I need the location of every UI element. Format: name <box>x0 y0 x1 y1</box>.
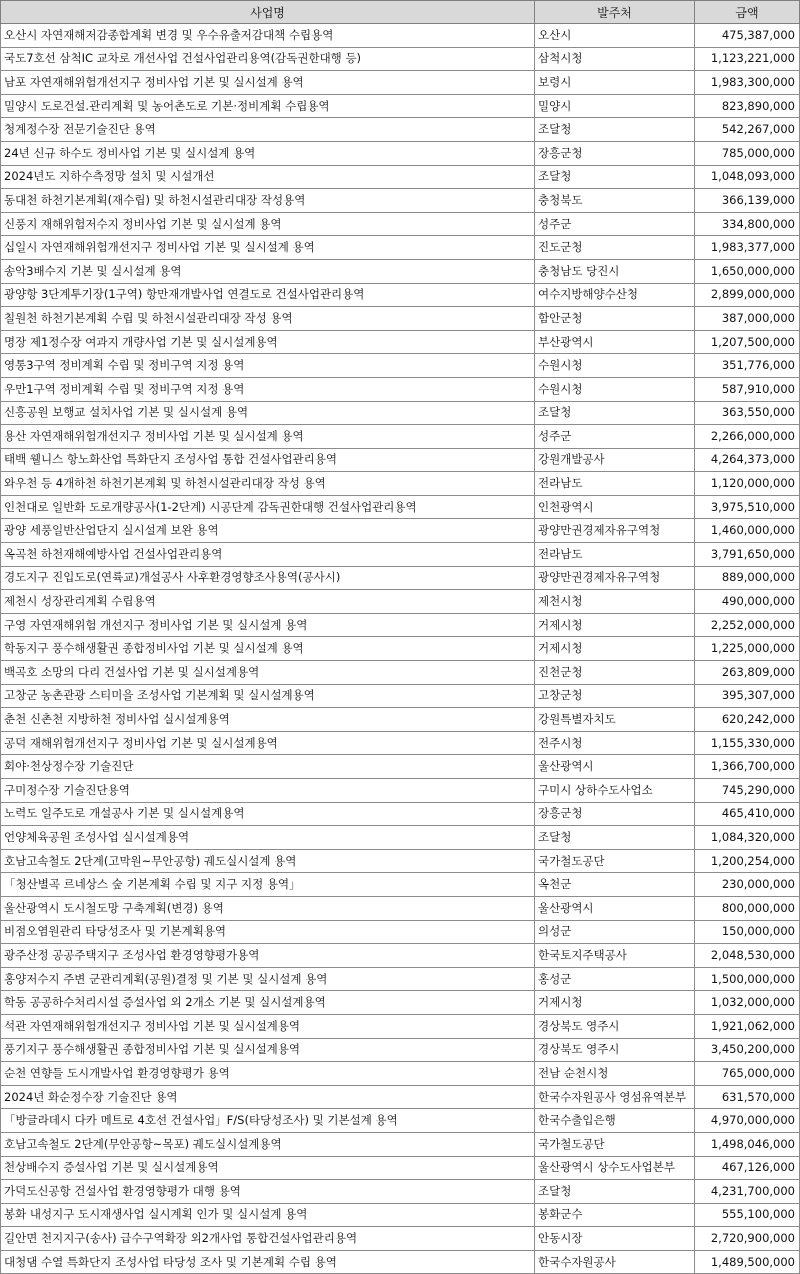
amount-cell: 1,200,254,000 <box>695 849 800 873</box>
amount-cell: 1,921,062,000 <box>695 1014 800 1038</box>
project-cell: 청계정수장 전문기술진단 용역 <box>1 118 535 142</box>
header-project: 사업명 <box>1 1 535 24</box>
client-cell: 강원특별자치도 <box>535 708 695 732</box>
table-row <box>1 991 800 1015</box>
amount-cell: 1,225,000,000 <box>695 637 800 661</box>
client-cell: 거제시청 <box>535 613 695 637</box>
amount-cell: 785,000,000 <box>695 141 800 165</box>
table-row <box>1 377 800 401</box>
project-cell: 석관 자연재해위험개선지구 정비사업 기본 및 실시설계용역 <box>1 1014 535 1038</box>
table-row <box>1 802 800 826</box>
client-cell: 한국수출입은행 <box>535 1109 695 1133</box>
table-row <box>1 1250 800 1274</box>
project-cell: 신풍지 재해위험저수지 정비사업 기본 및 실시설계 용역 <box>1 212 535 236</box>
table-row <box>1 873 800 897</box>
client-cell: 성주군 <box>535 425 695 449</box>
project-cell: 노력도 일주도로 개설공사 기본 및 실시설계용역 <box>1 802 535 826</box>
client-cell: 한국토지주택공사 <box>535 944 695 968</box>
client-cell: 경상북도 영주시 <box>535 1014 695 1038</box>
table-row <box>1 1180 800 1204</box>
client-cell: 함안군청 <box>535 307 695 331</box>
table-row <box>1 212 800 236</box>
project-cell: 2024년 화순정수장 기술진단 용역 <box>1 1085 535 1109</box>
project-cell: 와우천 등 4개하천 하천기본계획 및 하천시설관리대장 작성 용역 <box>1 472 535 496</box>
client-cell: 국가철도공단 <box>535 849 695 873</box>
project-cell: 공덕 재해위험개선지구 정비사업 기본 및 실시설계용역 <box>1 731 535 755</box>
amount-cell: 1,498,046,000 <box>695 1132 800 1156</box>
client-cell: 장흥군청 <box>535 802 695 826</box>
amount-cell: 2,048,530,000 <box>695 944 800 968</box>
amount-cell: 465,410,000 <box>695 802 800 826</box>
client-cell: 국가철도공단 <box>535 1132 695 1156</box>
table-row <box>1 1038 800 1062</box>
client-cell: 봉화군수 <box>535 1203 695 1227</box>
client-cell: 전남 순천시청 <box>535 1062 695 1086</box>
client-cell: 진천군청 <box>535 661 695 685</box>
table-row <box>1 425 800 449</box>
client-cell: 보령시 <box>535 71 695 95</box>
amount-cell: 366,139,000 <box>695 189 800 213</box>
amount-cell: 1,155,330,000 <box>695 731 800 755</box>
project-cell: 풍기지구 풍수해생활권 종합정비사업 기본 및 실시설계용역 <box>1 1038 535 1062</box>
table-row <box>1 1227 800 1251</box>
table-row <box>1 236 800 260</box>
project-cell: 봉화 내성지구 도시재생사업 실시계획 인가 및 실시설계 용역 <box>1 1203 535 1227</box>
table-row <box>1 283 800 307</box>
amount-cell: 475,387,000 <box>695 24 800 48</box>
table-row <box>1 944 800 968</box>
client-cell: 조달청 <box>535 165 695 189</box>
table-row <box>1 259 800 283</box>
client-cell: 밀양시 <box>535 94 695 118</box>
amount-cell: 1,650,000,000 <box>695 259 800 283</box>
project-cell: 영통3구역 정비계획 수립 및 정비구역 지정 용역 <box>1 354 535 378</box>
amount-cell: 3,975,510,000 <box>695 495 800 519</box>
client-cell: 홍성군 <box>535 967 695 991</box>
client-cell: 진도군청 <box>535 236 695 260</box>
amount-cell: 1,366,700,000 <box>695 755 800 779</box>
amount-cell: 542,267,000 <box>695 118 800 142</box>
table-row <box>1 543 800 567</box>
client-cell: 충청북도 <box>535 189 695 213</box>
client-cell: 조달청 <box>535 401 695 425</box>
client-cell: 안동시장 <box>535 1227 695 1251</box>
table-row <box>1 354 800 378</box>
project-cell: 칠원천 하천기본계획 수립 및 하천시설관리대장 작성 용역 <box>1 307 535 331</box>
project-cell: 광양항 3단계투기장(1구역) 항만재개발사업 연결도로 건설사업관리용역 <box>1 283 535 307</box>
amount-cell: 1,500,000,000 <box>695 967 800 991</box>
client-cell: 전라남도 <box>535 472 695 496</box>
amount-cell: 351,776,000 <box>695 354 800 378</box>
amount-cell: 765,000,000 <box>695 1062 800 1086</box>
amount-cell: 4,231,700,000 <box>695 1180 800 1204</box>
client-cell: 한국수자원공사 <box>535 1250 695 1274</box>
project-cell: 학동지구 풍수해생활권 종합정비사업 기본 및 실시설계 용역 <box>1 637 535 661</box>
table-row <box>1 47 800 71</box>
client-cell: 의성군 <box>535 920 695 944</box>
table-row <box>1 826 800 850</box>
project-cell: 회야·천상정수장 기술진단 <box>1 755 535 779</box>
client-cell: 강원개발공사 <box>535 448 695 472</box>
project-cell: 밀양시 도로건설.관리계획 및 농어촌도로 기본·정비계획 수립용역 <box>1 94 535 118</box>
amount-cell: 1,123,221,000 <box>695 47 800 71</box>
client-cell: 거제시청 <box>535 637 695 661</box>
amount-cell: 745,290,000 <box>695 779 800 803</box>
client-cell: 광양만권경제자유구역청 <box>535 519 695 543</box>
table-row <box>1 165 800 189</box>
client-cell: 고창군청 <box>535 684 695 708</box>
table-row <box>1 896 800 920</box>
client-cell: 전주시청 <box>535 731 695 755</box>
table-row <box>1 661 800 685</box>
amount-cell: 230,000,000 <box>695 873 800 897</box>
client-cell: 충청남도 당진시 <box>535 259 695 283</box>
amount-cell: 2,266,000,000 <box>695 425 800 449</box>
table-row <box>1 920 800 944</box>
project-cell: 언양체육공원 조성사업 실시설계용역 <box>1 826 535 850</box>
client-cell: 오산시 <box>535 24 695 48</box>
amount-cell: 2,899,000,000 <box>695 283 800 307</box>
client-cell: 조달청 <box>535 826 695 850</box>
table-row <box>1 849 800 873</box>
table-row <box>1 519 800 543</box>
project-cell: 국도7호선 삼척IC 교차로 개선사업 건설사업관리용역(감독권한대행 등) <box>1 47 535 71</box>
amount-cell: 631,570,000 <box>695 1085 800 1109</box>
table-row <box>1 613 800 637</box>
project-cell: 비점오염원관리 타당성조사 및 기본계획용역 <box>1 920 535 944</box>
client-cell: 경상북도 영주시 <box>535 1038 695 1062</box>
client-cell: 수원시청 <box>535 377 695 401</box>
project-cell: 광양 세풍일반산업단지 실시설계 보완 용역 <box>1 519 535 543</box>
project-cell: 홍양저수지 주변 군관리계획(공원)결정 및 기본 및 실시설계 용역 <box>1 967 535 991</box>
client-cell: 조달청 <box>535 118 695 142</box>
project-cell: 옥곡천 하천재해예방사업 건설사업관리용역 <box>1 543 535 567</box>
table-row <box>1 141 800 165</box>
client-cell: 수원시청 <box>535 354 695 378</box>
client-cell: 울산광역시 <box>535 755 695 779</box>
project-cell: 제천시 성장관리계획 수립용역 <box>1 590 535 614</box>
client-cell: 구미시 상하수도사업소 <box>535 779 695 803</box>
table-row <box>1 779 800 803</box>
table-row <box>1 495 800 519</box>
project-cell: 「청산별곡 르네상스 숲 기본계획 수립 및 지구 지정 용역」 <box>1 873 535 897</box>
header-client: 발주처 <box>535 1 695 24</box>
client-cell: 제천시청 <box>535 590 695 614</box>
amount-cell: 587,910,000 <box>695 377 800 401</box>
client-cell: 광양만권경제자유구역청 <box>535 566 695 590</box>
project-cell: 2024년도 지하수측정망 설치 및 시설개선 <box>1 165 535 189</box>
project-cell: 24년 신규 하수도 정비사업 기본 및 실시설계 용역 <box>1 141 535 165</box>
project-cell: 동대천 하천기본계획(재수립) 및 하천시설관리대장 작성용역 <box>1 189 535 213</box>
project-cell: 명장 제1정수장 여과지 개량사업 기본 및 실시설계용역 <box>1 330 535 354</box>
project-cell: 경도지구 진입도로(연륙교)개설공사 사후환경영향조사용역(공사시) <box>1 566 535 590</box>
table-row <box>1 1062 800 1086</box>
project-cell: 호남고속철도 2단계(고막원~무안공항) 궤도실시설계 용역 <box>1 849 535 873</box>
amount-cell: 1,120,000,000 <box>695 472 800 496</box>
project-cell: 순천 연향들 도시개발사업 환경영향평가 용역 <box>1 1062 535 1086</box>
amount-cell: 3,450,200,000 <box>695 1038 800 1062</box>
project-cell: 구미정수장 기술진단용역 <box>1 779 535 803</box>
amount-cell: 263,809,000 <box>695 661 800 685</box>
header-amount: 금액 <box>695 1 800 24</box>
amount-cell: 889,000,000 <box>695 566 800 590</box>
table-row <box>1 1156 800 1180</box>
amount-cell: 823,890,000 <box>695 94 800 118</box>
amount-cell: 363,550,000 <box>695 401 800 425</box>
amount-cell: 1,207,500,000 <box>695 330 800 354</box>
project-cell: 「방글라데시 다카 메트로 4호선 건설사업」F/S(타당성조사) 및 기본설계 용역 <box>1 1109 535 1133</box>
header-row <box>1 1 800 24</box>
table-row <box>1 684 800 708</box>
table-row <box>1 24 800 48</box>
client-cell: 조달청 <box>535 1180 695 1204</box>
amount-cell: 2,720,900,000 <box>695 1227 800 1251</box>
table-row <box>1 472 800 496</box>
project-cell: 남포 자연재해위험개선지구 정비사업 기본 및 실시설계 용역 <box>1 71 535 95</box>
project-cell: 용산 자연재해위험개선지구 정비사업 기본 및 실시설계 용역 <box>1 425 535 449</box>
client-cell: 울산광역시 상수도사업본부 <box>535 1156 695 1180</box>
project-cell: 호남고속철도 2단계(무안공항~목포) 궤도실시설계용역 <box>1 1132 535 1156</box>
project-cell: 광주산정 공공주택지구 조성사업 환경영향평가용역 <box>1 944 535 968</box>
table-row <box>1 448 800 472</box>
amount-cell: 387,000,000 <box>695 307 800 331</box>
project-cell: 구영 자연재해위험 개선지구 정비사업 기본 및 실시설계 용역 <box>1 613 535 637</box>
project-cell: 태백 웰니스 항노화산업 특화단지 조성사업 통합 건설사업관리용역 <box>1 448 535 472</box>
amount-cell: 4,970,000,000 <box>695 1109 800 1133</box>
amount-cell: 2,252,000,000 <box>695 613 800 637</box>
table-row <box>1 330 800 354</box>
table-row <box>1 118 800 142</box>
client-cell: 울산광역시 <box>535 896 695 920</box>
table-row <box>1 94 800 118</box>
client-cell: 삼척시청 <box>535 47 695 71</box>
client-cell: 장흥군청 <box>535 141 695 165</box>
table-row <box>1 307 800 331</box>
project-cell: 인천대로 일반화 도로개량공사(1-2단계) 시공단계 감독권한대행 건설사업관리용역 <box>1 495 535 519</box>
table-row <box>1 590 800 614</box>
client-cell: 성주군 <box>535 212 695 236</box>
project-cell: 가덕도신공항 건설사업 환경영향평가 대행 용역 <box>1 1180 535 1204</box>
amount-cell: 3,791,650,000 <box>695 543 800 567</box>
client-cell: 거제시청 <box>535 991 695 1015</box>
project-cell: 학동 공공하수처리시설 증설사업 외 2개소 기본 및 실시설계용역 <box>1 991 535 1015</box>
amount-cell: 467,126,000 <box>695 1156 800 1180</box>
table-row <box>1 1014 800 1038</box>
project-cell: 고창군 농촌관광 스티미을 조성사업 기본계획 및 실시설계용역 <box>1 684 535 708</box>
project-cell: 우만1구역 정비계획 수립 및 정비구역 지정 용역 <box>1 377 535 401</box>
amount-cell: 150,000,000 <box>695 920 800 944</box>
table-row <box>1 189 800 213</box>
amount-cell: 4,264,373,000 <box>695 448 800 472</box>
client-cell: 전라남도 <box>535 543 695 567</box>
amount-cell: 490,000,000 <box>695 590 800 614</box>
amount-cell: 800,000,000 <box>695 896 800 920</box>
client-cell: 옥천군 <box>535 873 695 897</box>
amount-cell: 1,460,000,000 <box>695 519 800 543</box>
project-cell: 울산광역시 도시철도망 구축계획(변경) 용역 <box>1 896 535 920</box>
amount-cell: 1,489,500,000 <box>695 1250 800 1274</box>
project-cell: 천상배수지 증설사업 기본 및 실시설계용역 <box>1 1156 535 1180</box>
client-cell: 부산광역시 <box>535 330 695 354</box>
amount-cell: 620,242,000 <box>695 708 800 732</box>
table-row <box>1 1085 800 1109</box>
table-row <box>1 566 800 590</box>
amount-cell: 334,800,000 <box>695 212 800 236</box>
project-cell: 대청댐 수열 특화단지 조성사업 타당성 조사 및 기본계획 수립 용역 <box>1 1250 535 1274</box>
client-cell: 한국수자원공사 영섬유역본부 <box>535 1085 695 1109</box>
client-cell: 여수지방해양수산청 <box>535 283 695 307</box>
project-cell: 춘천 신촌천 지방하천 정비사업 실시설계용역 <box>1 708 535 732</box>
project-cell: 오산시 자연재해저감종합계획 변경 및 우수유출저감대책 수립용역 <box>1 24 535 48</box>
table-row <box>1 1132 800 1156</box>
amount-cell: 1,983,300,000 <box>695 71 800 95</box>
table-row <box>1 708 800 732</box>
project-cell: 길안면 천지지구(송사) 급수구역확장 외2개사업 통합건설사업관리용역 <box>1 1227 535 1251</box>
table-row <box>1 755 800 779</box>
table-row <box>1 71 800 95</box>
amount-cell: 555,100,000 <box>695 1203 800 1227</box>
table-row <box>1 1109 800 1133</box>
table-row <box>1 731 800 755</box>
amount-cell: 1,048,093,000 <box>695 165 800 189</box>
project-cell: 신흥공원 보행교 설치사업 기본 및 실시설계 용역 <box>1 401 535 425</box>
table-row <box>1 637 800 661</box>
project-cell: 십일시 자연재해위험개선지구 정비사업 기본 및 실시설계 용역 <box>1 236 535 260</box>
table-row <box>1 401 800 425</box>
amount-cell: 1,032,000,000 <box>695 991 800 1015</box>
project-cell: 백곡호 소망의 다리 건설사업 기본 및 실시설계용역 <box>1 661 535 685</box>
client-cell: 인천광역시 <box>535 495 695 519</box>
table-row <box>1 967 800 991</box>
table-row <box>1 1203 800 1227</box>
amount-cell: 395,307,000 <box>695 684 800 708</box>
project-cell: 송악3배수지 기본 및 실시설계 용역 <box>1 259 535 283</box>
amount-cell: 1,084,320,000 <box>695 826 800 850</box>
amount-cell: 1,983,377,000 <box>695 236 800 260</box>
